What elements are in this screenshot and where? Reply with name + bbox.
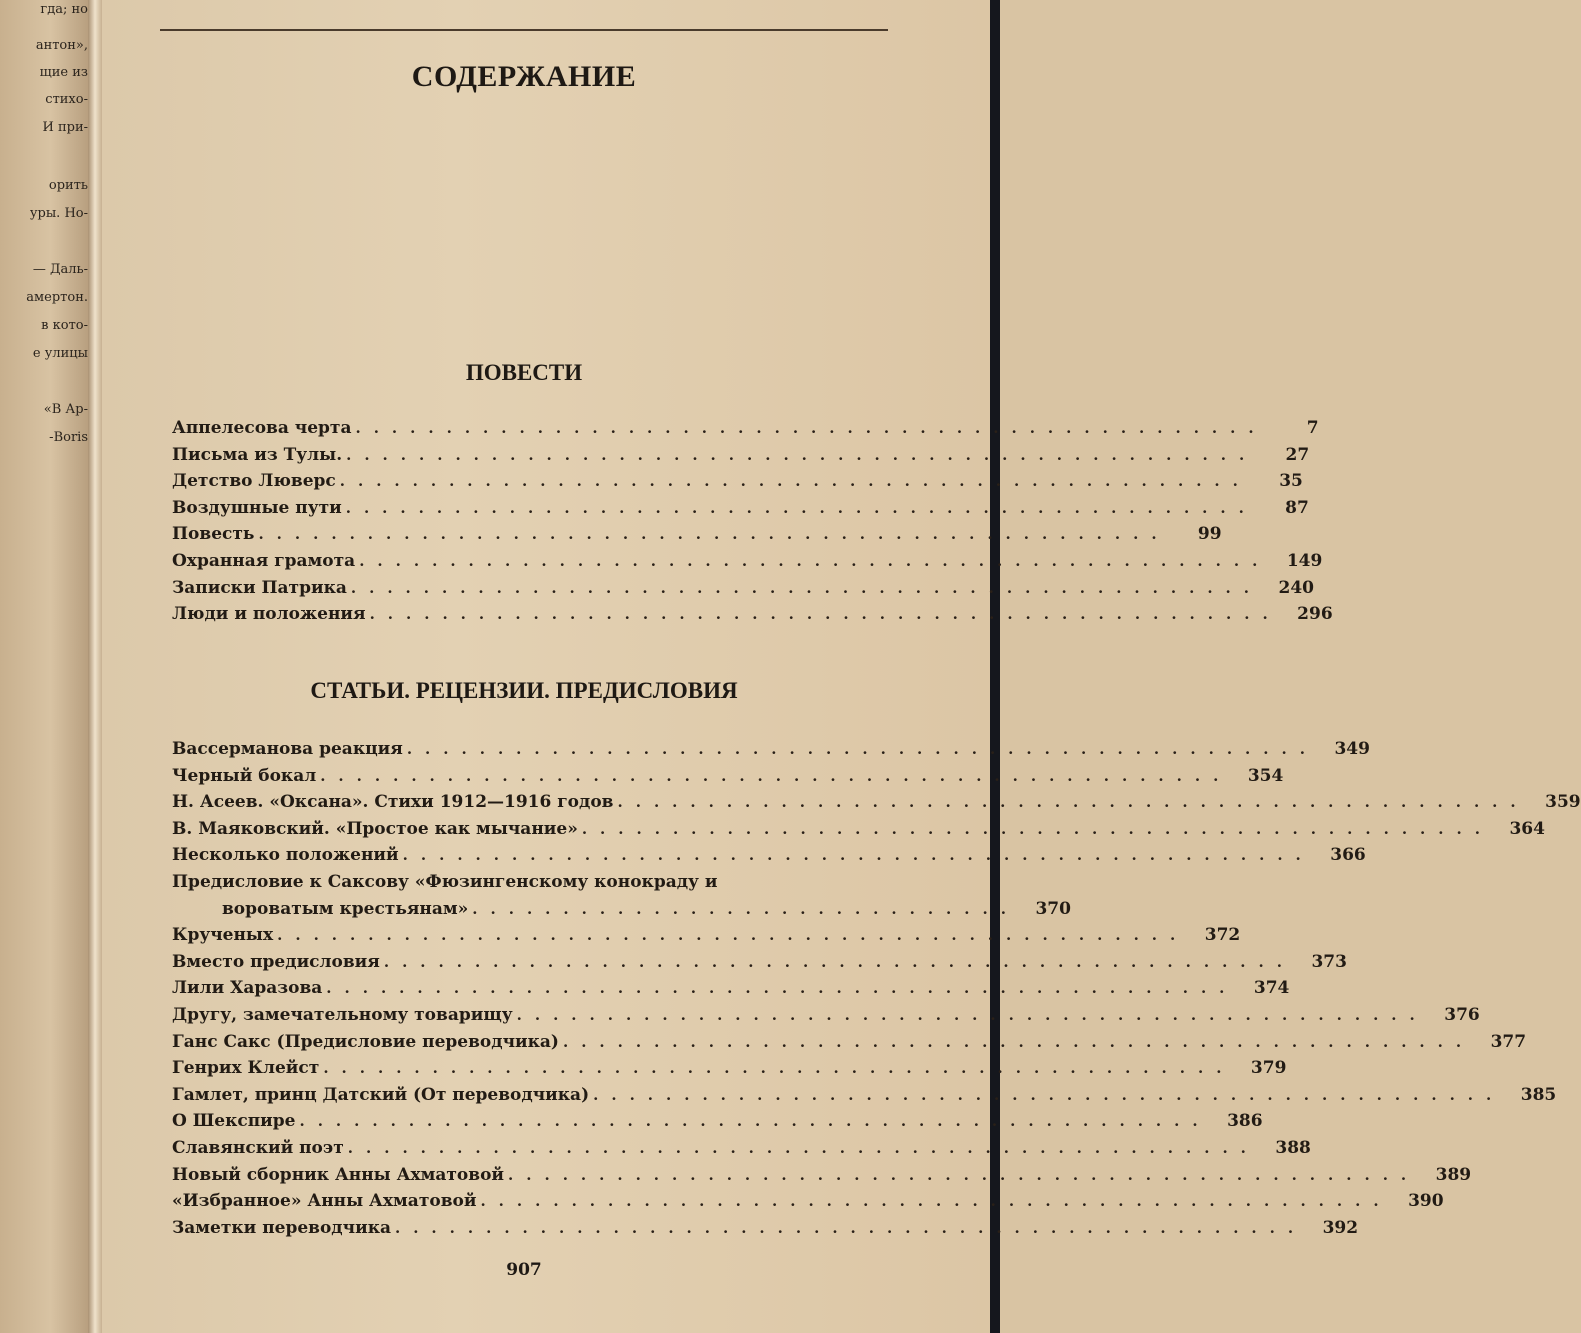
- toc-entry-page: 379: [1250, 1058, 1287, 1079]
- toc-entry[interactable]: [172, 1058, 1287, 1085]
- leader-dots: ..................................................: [480, 1192, 1392, 1211]
- toc-entry[interactable]: [172, 1164, 1472, 1192]
- leader-dots: ..................................................: [323, 1059, 1235, 1078]
- facing-page-text-line: орить: [48, 178, 88, 193]
- toc-entry-title: Предисловие к Саксову «Фюзингенскому конокраду и: [172, 871, 718, 892]
- toc-entry-title: Вассерманова реакция: [172, 739, 403, 759]
- toc-entry[interactable]: [172, 978, 1290, 1005]
- toc-entry[interactable]: [172, 872, 888, 899]
- toc-entry-page: 349: [1334, 739, 1370, 759]
- toc-entry[interactable]: [172, 925, 1241, 952]
- leader-dots: ..................................................: [406, 740, 1318, 758]
- leader-dots: ..................................................: [277, 926, 1189, 945]
- toc-entry[interactable]: [172, 524, 1222, 551]
- toc-entry[interactable]: [172, 1137, 1311, 1165]
- toc-entry[interactable]: [172, 1191, 1444, 1218]
- leader-dots: ..................................................: [350, 578, 1262, 597]
- toc-entry-page: 366: [1330, 845, 1366, 866]
- leader-dots: ..................................................: [258, 525, 1170, 544]
- leader-dots: ..................................................: [299, 1112, 1211, 1131]
- toc-entry[interactable]: [172, 550, 1323, 578]
- toc-entry-page: 7: [1306, 418, 1319, 438]
- leader-dots: ..................................................: [593, 1085, 1505, 1104]
- toc-entry-title: Новый сборник Анны Ахматовой: [172, 1164, 505, 1185]
- toc-entry-page: 374: [1253, 978, 1290, 999]
- toc-entry-page: 373: [1311, 951, 1347, 972]
- toc-entry-title: Аппелесова черта: [172, 418, 352, 438]
- facing-page-text-line: «В Ар-: [43, 402, 88, 417]
- toc-entry-page: 87: [1285, 497, 1309, 518]
- leader-dots: ..................................................: [383, 952, 1295, 971]
- leader-dots: ..................................................: [508, 1165, 1420, 1184]
- leader-dots: ..................................................: [359, 551, 1271, 570]
- leader-dots: ..................................................: [562, 1032, 1475, 1051]
- leader-dots: ..................................................: [345, 498, 1257, 517]
- toc-entry-page: 240: [1278, 577, 1314, 598]
- toc-entry-page: 149: [1286, 550, 1323, 571]
- toc-entry[interactable]: [172, 497, 1309, 525]
- toc-section-povesti: [172, 418, 1333, 631]
- toc-entry-title: Н. Асеев. «Оксана». Стихи 1912—1916 годов: [172, 792, 614, 813]
- toc-entry[interactable]: [172, 845, 1366, 872]
- toc-entry-title: «Избранное» Анны Ахматовой: [172, 1191, 477, 1212]
- toc-entry-page: 389: [1435, 1164, 1472, 1185]
- toc-entry[interactable]: [172, 1084, 1557, 1112]
- leader-dots: ..................................................: [355, 419, 1267, 437]
- toc-entry-title: Генрих Клейст: [172, 1058, 320, 1079]
- toc-entry-page: 370: [1035, 898, 1071, 919]
- leader-dots: ..................................................: [617, 793, 1529, 812]
- toc-entry[interactable]: [172, 1217, 1359, 1245]
- toc-entry-title: В. Маяковский. «Простое как мычание»: [172, 818, 578, 839]
- toc-entry-title: Заметки переводчика: [172, 1217, 391, 1238]
- toc-entry-page: 386: [1227, 1111, 1263, 1132]
- toc-entry-page: 376: [1444, 1004, 1480, 1025]
- toc-entry-title: Гамлет, принц Датский (От переводчика): [172, 1084, 590, 1105]
- toc-entry-title: Ганс Сакс (Предисловие переводчика): [172, 1031, 559, 1052]
- toc-entry[interactable]: [172, 765, 1284, 793]
- toc-entry[interactable]: [172, 1031, 1527, 1059]
- toc-entry-title: Детство Люверс: [172, 471, 336, 492]
- toc-entry-page: 392: [1322, 1217, 1359, 1238]
- toc-entry-page: 35: [1279, 471, 1303, 492]
- toc-entry[interactable]: [172, 1111, 1263, 1138]
- toc-entry-title: Несколько положений: [172, 845, 399, 866]
- toc-entry-page: 99: [1197, 524, 1222, 545]
- facing-page-text-line: антон»,: [35, 38, 88, 53]
- toc-entry[interactable]: [172, 418, 1319, 445]
- toc-entry[interactable]: [172, 818, 1545, 846]
- toc-entry-title: Черный бокал: [172, 765, 317, 786]
- leader-dots: ..................................................: [516, 1005, 1428, 1024]
- facing-page-text-line: амертон.: [26, 290, 88, 305]
- facing-page-text-line: стихо-: [45, 92, 88, 107]
- toc-entry[interactable]: [172, 604, 1333, 631]
- toc-entry-title: Другу, замечательному товарищу: [172, 1004, 513, 1025]
- facing-page-text-line: -Boris: [49, 430, 88, 445]
- toc-entry-title: Записки Патрика: [172, 577, 347, 598]
- section-heading: ПОВЕСТИ: [465, 360, 583, 385]
- toc-entry-page: 354: [1247, 765, 1284, 786]
- toc-entry-page: 27: [1285, 444, 1310, 465]
- leader-dots: ..................................................: [339, 472, 1251, 491]
- toc-entry-title: Вместо предисловия: [172, 951, 380, 972]
- toc-entry-page: 372: [1204, 925, 1241, 946]
- toc-entry-title: Письма из Тулы.: [172, 444, 343, 465]
- leader-dots: ..................................................: [369, 605, 1281, 624]
- leader-dots: ..................................................: [347, 1138, 1259, 1157]
- toc-entry-title: Люди и положения: [172, 604, 366, 625]
- header-rule: [160, 29, 888, 31]
- page-number: 907: [506, 1260, 542, 1280]
- toc-entry[interactable]: [172, 1004, 1480, 1032]
- facing-page-text-line: е улицы: [32, 346, 88, 361]
- facing-page-text-line: в кото-: [41, 318, 88, 333]
- leader-dots: ..................................................: [394, 1218, 1307, 1237]
- facing-page-text-line: И при-: [42, 120, 88, 135]
- toc-entry-page: 390: [1408, 1191, 1444, 1212]
- toc-entry[interactable]: [172, 444, 1310, 472]
- book-cover-edge: [990, 0, 1000, 1333]
- toc-entry-page: 385: [1520, 1084, 1557, 1105]
- facing-page-text-line: уры. Но-: [29, 206, 88, 221]
- toc-entry-page: 377: [1490, 1031, 1527, 1052]
- facing-page-text-line: гда; но: [40, 2, 88, 17]
- toc-entry[interactable]: [172, 792, 1581, 819]
- toc-entry[interactable]: [172, 739, 1370, 766]
- facing-page: [0, 0, 92, 1333]
- toc-section-articles: [172, 739, 1581, 1244]
- toc-entry-page: 388: [1275, 1137, 1311, 1158]
- facing-page-text-line: щие из: [39, 65, 88, 80]
- leader-dots: ..................................................: [402, 846, 1314, 865]
- toc-entry-page: 364: [1509, 818, 1545, 839]
- toc-entry-page: 359: [1545, 792, 1581, 813]
- leader-dots: ..................................................: [326, 979, 1238, 998]
- section-heading: СТАТЬИ. РЕЦЕНЗИИ. ПРЕДИСЛОВИЯ: [310, 678, 738, 703]
- leader-dots: ..............................: [472, 899, 1019, 918]
- toc-entry-title: Лили Харазова: [172, 978, 323, 999]
- toc-entry-title: вороватым крестьянам»: [222, 898, 469, 919]
- toc-entry-page: 296: [1297, 604, 1333, 625]
- toc-entry[interactable]: [172, 471, 1303, 498]
- toc-entry[interactable]: [172, 951, 1347, 979]
- page-title: СОДЕРЖАНИЕ: [411, 60, 637, 93]
- toc-entry-title: Славянский поэт: [172, 1137, 344, 1158]
- toc-entry-title: Повесть: [172, 524, 255, 545]
- toc-entry-title: Крученых: [172, 925, 274, 946]
- toc-entry-continuation[interactable]: [172, 898, 1071, 926]
- facing-page-text-line: — Даль-: [32, 262, 88, 277]
- book-gutter: [88, 0, 102, 1333]
- toc-entry[interactable]: [172, 577, 1314, 605]
- toc-entry-title: Охранная грамота: [172, 550, 356, 571]
- leader-dots: ..................................................: [346, 445, 1258, 464]
- leader-dots: ..................................................: [320, 766, 1232, 785]
- leader-dots: ..................................................: [581, 819, 1493, 838]
- toc-entry-title: О Шекспире: [172, 1111, 296, 1132]
- toc-entry-title: Воздушные пути: [172, 497, 342, 518]
